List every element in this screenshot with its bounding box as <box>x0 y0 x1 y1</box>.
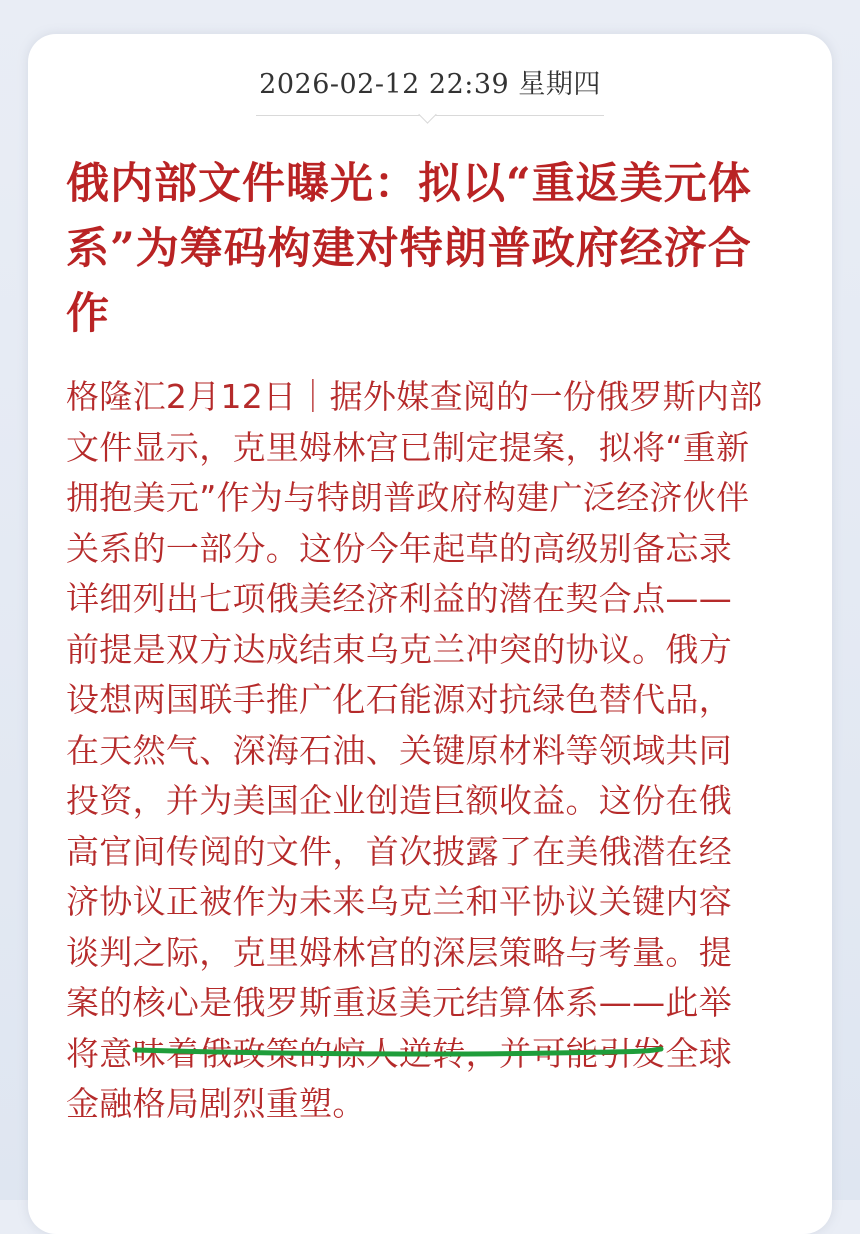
article-title: 俄内部文件曝光：拟以“重返美元体系”为筹码构建对特朗普政府经济合作 <box>66 159 752 339</box>
body-line: 前提是双方达成结束乌克兰冲突的协议。俄方 <box>66 629 732 669</box>
body-line: 高官间传阅的文件，首次披露了在美俄潜在经 <box>66 831 732 871</box>
body-line: 详细列出七项俄美经济利益的潜在契合点—— <box>66 579 732 618</box>
article-body <box>66 372 771 1130</box>
body-line: 谈判之际，克里姆林宫的深层策略与考量。提 <box>66 932 732 972</box>
body-line: 将意味着俄政策的惊人逆转，并可能引发全球 <box>66 1033 732 1073</box>
article-timestamp: 2026-02-12 22:39 星期四 <box>259 69 601 100</box>
body-line: 格隆汇2月12日｜据外媒查阅的一份俄罗斯内部 <box>66 377 763 416</box>
body-line: 投资，并为美国企业创造巨额收益。这份在俄 <box>66 781 732 820</box>
body-line: 案的核心是俄罗斯重返美元结算体系——此举 <box>66 983 732 1022</box>
body-line: 关系的一部分。这份今年起草的高级别备忘录 <box>66 528 732 568</box>
article-timestamp-container <box>0 62 860 101</box>
body-line: 拥抱美元”作为与特朗普政府构建广泛经济伙伴 <box>66 478 750 517</box>
green-highlight-underline <box>132 1044 664 1058</box>
body-line: 金融格局剧烈重塑。 <box>66 1084 366 1123</box>
body-line: 文件显示，克里姆林宫已制定提案，拟将“重新 <box>66 427 750 467</box>
underline-stroke <box>135 1049 661 1054</box>
body-line: 在天然气、深海石油、关键原材料等领域共同 <box>66 730 732 770</box>
body-line: 设想两国联手推广化石能源对抗绿色替代品， <box>66 680 732 719</box>
body-line: 济协议正被作为未来乌克兰和平协议关键内容 <box>66 882 732 921</box>
